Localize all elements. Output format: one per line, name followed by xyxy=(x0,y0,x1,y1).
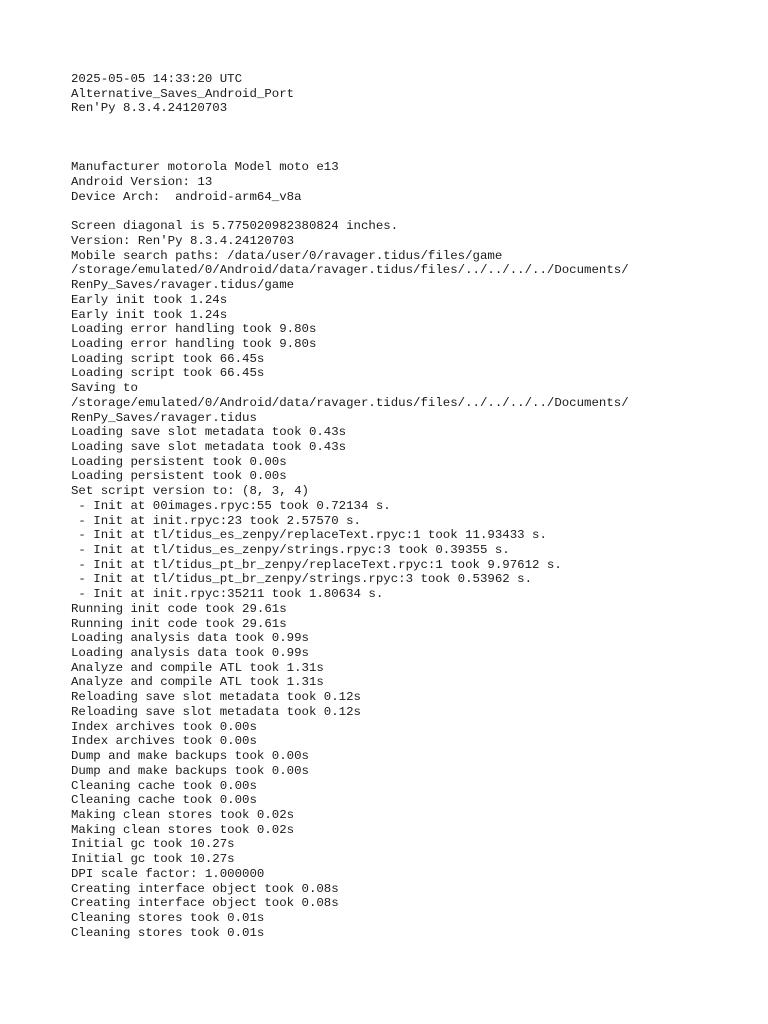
log-line: /storage/emulated/0/Android/data/ravager.tidus/files/../../../../Documents/ xyxy=(71,263,629,278)
log-line: Cleaning cache took 0.00s xyxy=(71,778,257,793)
log-line-timestamp: 2025-05-05 14:33:20 UTC xyxy=(71,72,243,86)
log-line-renpy-version: Ren'Py 8.3.4.24120703 xyxy=(71,101,228,116)
log-line: Cleaning stores took 0.01s xyxy=(71,910,265,925)
log-line: Making clean stores took 0.02s xyxy=(71,822,295,837)
log-line-device-model: Manufacturer motorola Model moto e13 xyxy=(71,160,339,175)
log-line: Analyze and compile ATL took 1.31s xyxy=(71,660,324,675)
log-line: Loading analysis data took 0.99s xyxy=(71,646,309,661)
log-line: Index archives took 0.00s xyxy=(71,734,257,749)
log-line: Early init took 1.24s xyxy=(71,307,228,322)
log-line: - Init at tl/tidus_es_zenpy/strings.rpyc:3 took 0.39355 s. xyxy=(71,543,510,557)
log-line: Reloading save slot metadata took 0.12s xyxy=(71,690,361,705)
log-line: Index archives took 0.00s xyxy=(71,719,257,734)
log-line: Mobile search paths: /data/user/0/ravager.tidus/files/game xyxy=(71,248,503,263)
log-line-blank xyxy=(71,131,751,146)
log-line: Dump and make backups took 0.00s xyxy=(71,763,309,778)
log-line-device-arch: Device Arch: android-arm64_v8a xyxy=(71,189,302,204)
log-line: Dump and make backups took 0.00s xyxy=(71,749,309,764)
log-line: Running init code took 29.61s xyxy=(71,616,287,631)
log-line-blank xyxy=(71,146,751,161)
log-line: Loading script took 66.45s xyxy=(71,351,265,366)
log-line-blank xyxy=(71,204,751,219)
log-line: Creating interface object took 0.08s xyxy=(71,896,339,911)
log-line: Screen diagonal is 5.775020982380824 inches. xyxy=(71,219,399,234)
log-line: Loading persistent took 0.00s xyxy=(71,454,287,469)
log-line-android-version: Android Version: 13 xyxy=(71,175,213,190)
log-line: Loading save slot metadata took 0.43s xyxy=(71,425,347,440)
log-line: Initial gc took 10.27s xyxy=(71,852,235,867)
log-line: - Init at init.rpyc:23 took 2.57570 s. xyxy=(71,513,361,528)
log-line: - Init at tl/tidus_pt_br_zenpy/strings.rpyc:3 took 0.53962 s. xyxy=(71,572,533,587)
log-line: - Init at tl/tidus_pt_br_zenpy/replaceText.rpyc:1 took 9.97612 s. xyxy=(71,557,562,572)
log-line: RenPy_Saves/ravager.tidus xyxy=(71,410,257,425)
log-line: DPI scale factor: 1.000000 xyxy=(71,866,265,881)
log-line: Initial gc took 10.27s xyxy=(71,837,235,852)
log-line-app-name: Alternative_Saves_Android_Port xyxy=(71,86,295,101)
log-line: Loading save slot metadata took 0.43s xyxy=(71,439,347,454)
log-line: - Init at 00images.rpyc:55 took 0.72134 s. xyxy=(71,498,391,513)
log-line: Set script version to: (8, 3, 4) xyxy=(71,484,309,499)
log-line: Cleaning cache took 0.00s xyxy=(71,793,257,808)
log-line: Cleaning stores took 0.01s xyxy=(71,925,265,940)
log-line: Running init code took 29.61s xyxy=(71,601,287,616)
log-line: - Init at tl/tidus_es_zenpy/replaceText.rpyc:1 took 11.93433 s. xyxy=(71,528,547,543)
log-line: Making clean stores took 0.02s xyxy=(71,807,295,822)
log-line: Loading analysis data took 0.99s xyxy=(71,631,309,646)
log-line: RenPy_Saves/ravager.tidus/game xyxy=(71,278,295,293)
log-line: Loading script took 66.45s xyxy=(71,366,265,381)
log-line: Analyze and compile ATL took 1.31s xyxy=(71,675,324,690)
log-line: Creating interface object took 0.08s xyxy=(71,881,339,896)
log-text xyxy=(71,72,751,940)
log-line: - Init at init.rpyc:35211 took 1.80634 s. xyxy=(71,587,384,602)
log-line: Loading persistent took 0.00s xyxy=(71,469,287,484)
log-line: /storage/emulated/0/Android/data/ravager.tidus/files/../../../../Documents/ xyxy=(71,395,629,410)
log-line: Loading error handling took 9.80s xyxy=(71,336,317,351)
log-line-blank xyxy=(71,116,751,131)
log-line: Early init took 1.24s xyxy=(71,292,228,307)
log-line: Loading error handling took 9.80s xyxy=(71,322,317,337)
log-line: Saving to xyxy=(71,381,138,396)
log-line: Reloading save slot metadata took 0.12s xyxy=(71,704,361,719)
log-line: Version: Ren'Py 8.3.4.24120703 xyxy=(71,233,295,248)
